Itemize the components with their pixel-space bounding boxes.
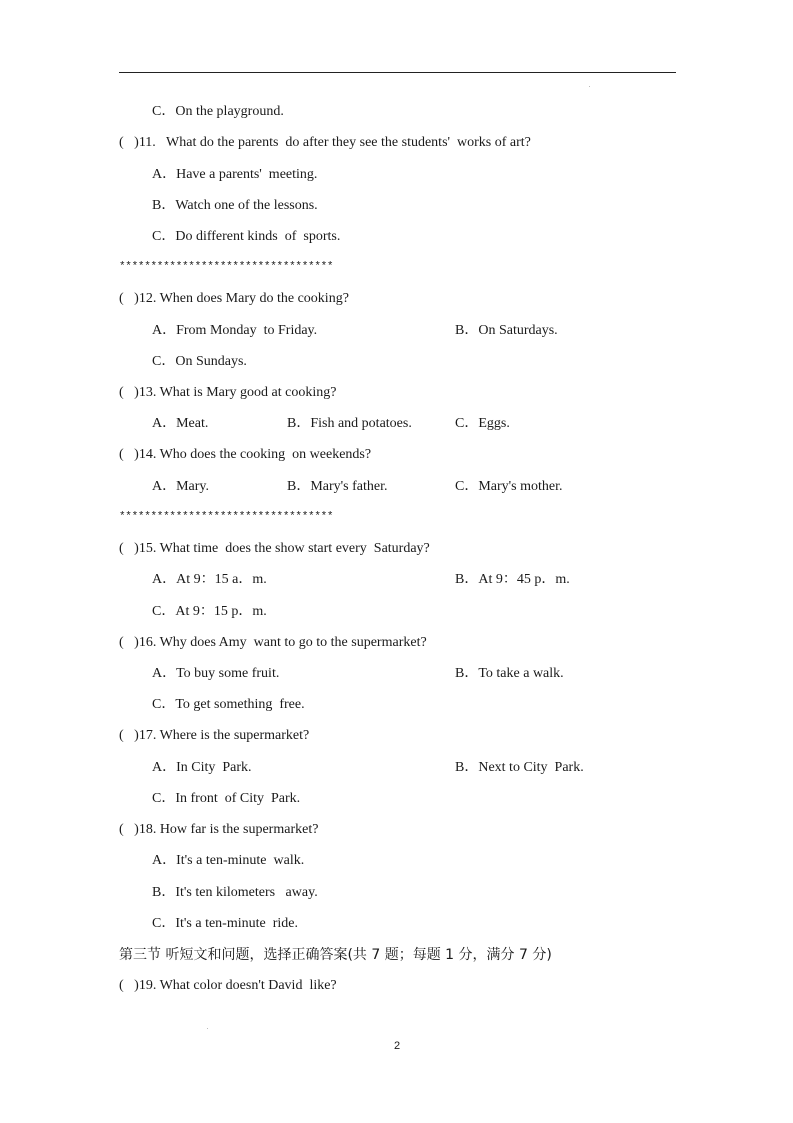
option-a: A．It's a ten-minute walk. xyxy=(152,853,305,868)
option-c: C．Mary's mother. xyxy=(455,479,563,494)
page-number: 2 xyxy=(393,1040,401,1052)
option-c: C．Do different kinds of sports. xyxy=(152,229,341,244)
scan-speck xyxy=(207,1028,208,1029)
option-a: A．Mary. xyxy=(152,479,210,494)
separator: ********************************** xyxy=(119,511,334,523)
option-b: B．Fish and potatoes. xyxy=(287,416,412,431)
option-c: C．On Sundays. xyxy=(152,354,247,369)
option-b: B．On Saturdays. xyxy=(455,323,558,338)
question-stem: ( )18. How far is the supermarket? xyxy=(119,822,319,837)
option-c: C．In front of City Park. xyxy=(152,791,301,806)
question-stem: ( )13. What is Mary good at cooking? xyxy=(119,385,337,400)
option-a: A．In City Park. xyxy=(152,760,252,775)
section-heading: 第三节 听短文和问题，选择正确答案(共 7 题；每题 1 分，满分 7 分) xyxy=(119,947,552,963)
option-c: C．It's a ten-minute ride. xyxy=(152,916,298,931)
option-b: B．At 9：45 p．m. xyxy=(455,572,570,587)
option-a: A．To buy some fruit. xyxy=(152,666,280,681)
option-a: A．Meat. xyxy=(152,416,209,431)
option-c: C．Eggs. xyxy=(455,416,510,431)
option-b: B．Next to City Park. xyxy=(455,760,584,775)
option-c: C．To get something free. xyxy=(152,697,305,712)
scan-speck xyxy=(589,86,590,87)
question-stem: ( )12. When does Mary do the cooking? xyxy=(119,291,349,306)
question-stem: ( )17. Where is the supermarket? xyxy=(119,728,310,743)
option-b: B．Watch one of the lessons. xyxy=(152,198,318,213)
option-a: A．At 9：15 a．m. xyxy=(152,572,267,587)
option-a: A．From Monday to Friday. xyxy=(152,323,318,338)
header-rule xyxy=(119,72,676,73)
option-b: B．To take a walk. xyxy=(455,666,564,681)
option-a: A．Have a parents' meeting. xyxy=(152,167,318,182)
question-stem: ( )16. Why does Amy want to go to the supermarket? xyxy=(119,635,427,650)
question-stem: ( )15. What time does the show start every Saturday? xyxy=(119,541,430,556)
question-stem: ( )11. What do the parents do after they see the students' works of art? xyxy=(119,135,531,150)
option-b: B．Mary's father. xyxy=(287,479,388,494)
option-b: B．It's ten kilometers away. xyxy=(152,885,318,900)
option-c: C．On the playground. xyxy=(152,104,284,119)
question-stem: ( )14. Who does the cooking on weekends? xyxy=(119,447,372,462)
question-stem: ( )19. What color doesn't David like? xyxy=(119,978,337,993)
separator: ********************************** xyxy=(119,261,334,273)
option-c: C．At 9：15 p．m. xyxy=(152,604,267,619)
